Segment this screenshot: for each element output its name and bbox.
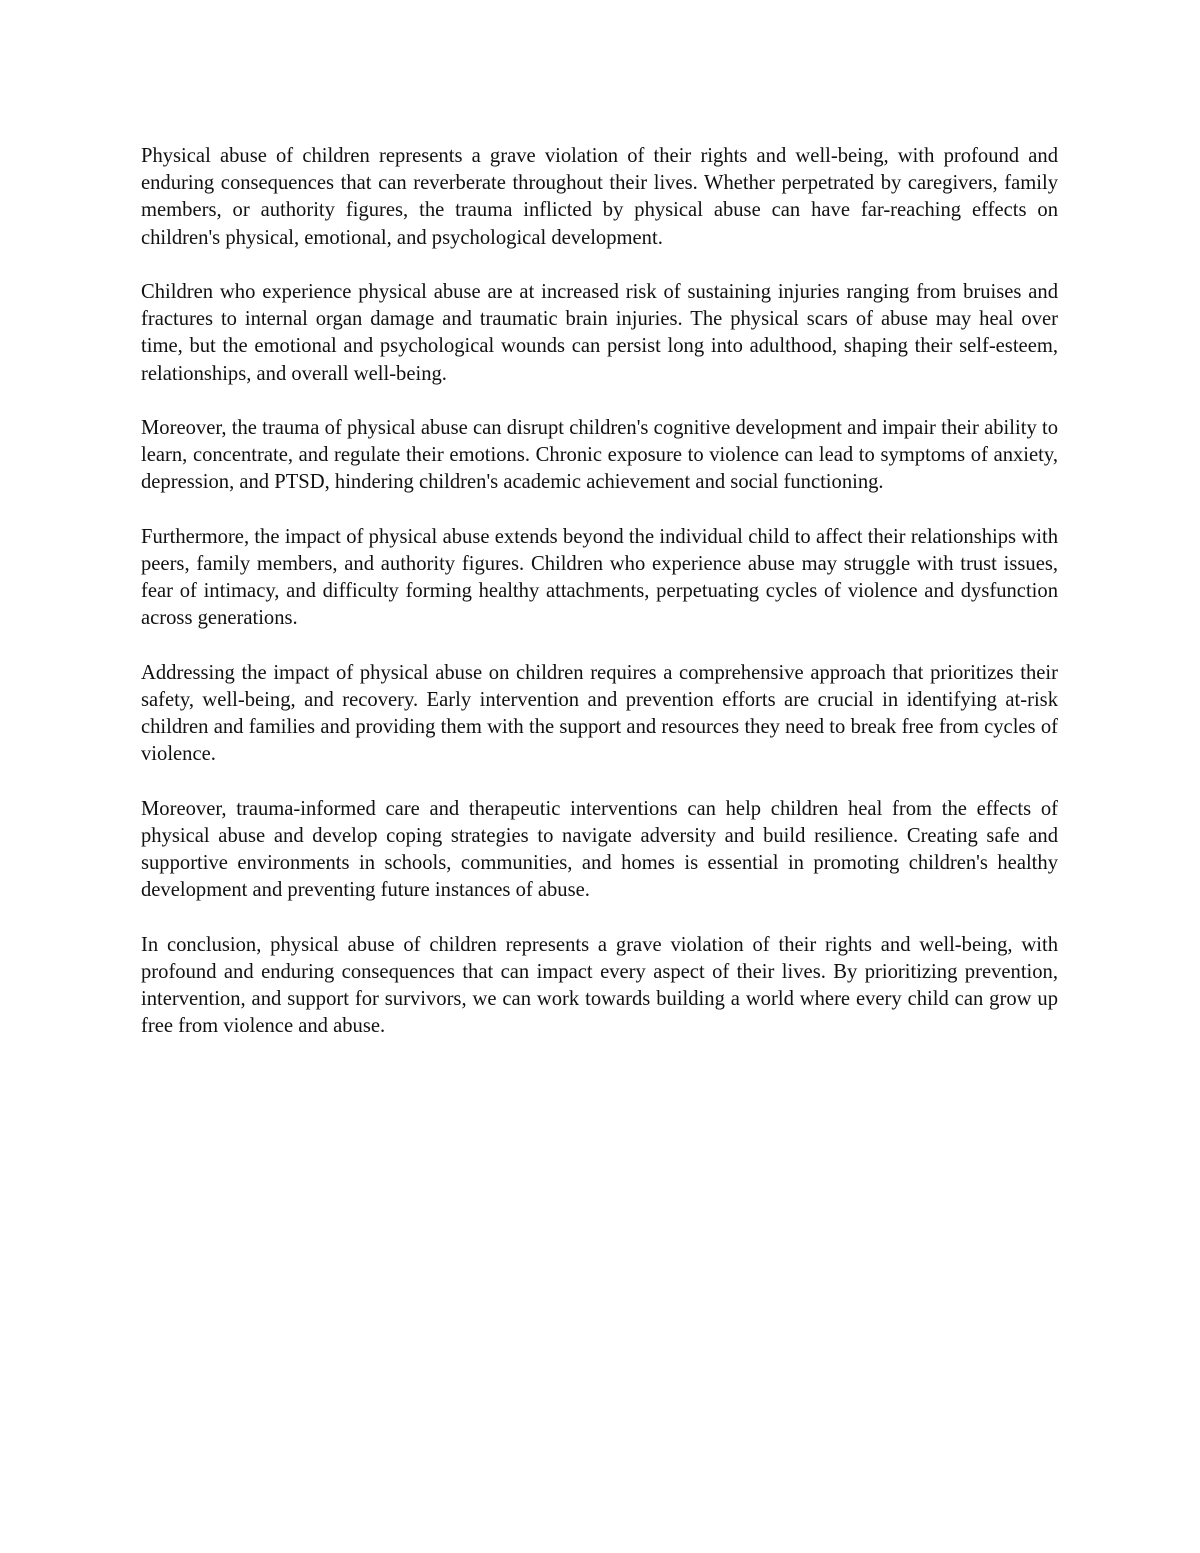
paragraph-6: Moreover, trauma-informed care and therapeutic interventions can help children heal from the effects of physical abuse and develop coping strategies to navigate adversity and build resilience. Creating safe and supportive environments in schools, communities, and homes is essential in promoting children's healthy development and preventing future instances of abuse. (141, 797, 1058, 902)
paragraph-3: Moreover, the trauma of physical abuse can disrupt children's cognitive development and impair their ability to learn, concentrate, and regulate their emotions. Chronic exposure to violence can lead to symptoms of anxiety, depression, and PTSD, hindering children's academic achievement and social functioning. (141, 417, 1058, 494)
paragraph-2: Children who experience physical abuse are at increased risk of sustaining injuries ranging from bruises and fractures to internal organ damage and traumatic brain injuries. The physical scars of abuse may heal over time, but the emotional and psychological wounds can persist long into adulthood, shaping their self-esteem, relationships, and overall well-being. (141, 281, 1058, 385)
paragraph-4: Furthermore, the impact of physical abuse extends beyond the individual child to affect their relationships with peers, family members, and authority figures. Children who experience abuse may struggle with trust issues, fear of intimacy, and difficulty forming healthy attachments, perpetuating cycles of violence and dysfunction across generations. (141, 525, 1058, 630)
paragraph-1: Physical abuse of children represents a grave violation of their rights and well-being, with profound and enduring consequences that can reverberate throughout their lives. Whether perpetrated by caregivers, family members, or authority figures, the trauma inflicted by physical abuse can have far-reaching effects on children's physical, emotional, and psychological development. (141, 145, 1058, 249)
document-page (141, 143, 1058, 1068)
paragraph-5: Addressing the impact of physical abuse on children requires a comprehensive approach that prioritizes their safety, well-being, and recovery. Early intervention and prevention efforts are crucial in identifying at-risk children and families and providing them with the support and resources they need to break free from cycles of violence. (141, 661, 1058, 766)
paragraph-7: In conclusion, physical abuse of children represents a grave violation of their rights and well-being, with profound and enduring consequences that can impact every aspect of their lives. By prioritizing prevention, intervention, and support for survivors, we can work towards building a world where every child can grow up free from violence and abuse. (141, 933, 1058, 1038)
